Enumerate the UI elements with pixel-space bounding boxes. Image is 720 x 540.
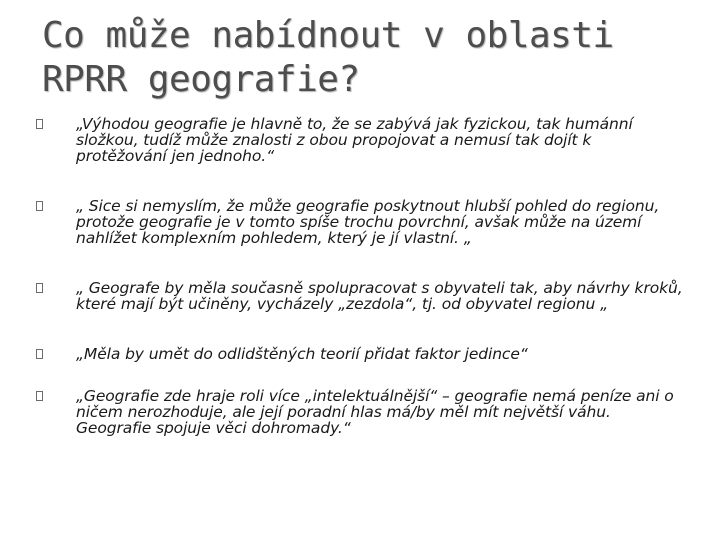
bullet-text: „Měla by umět do odlidštěných teorií přidat faktor jedince“ bbox=[76, 345, 528, 363]
bullet-item bbox=[36, 388, 686, 436]
bullet-text: „Geografie zde hraje roli více „intelektuálnější“ – geografie nemá peníze ani o ničem nerozhoduje, ale její poradní hlas má/by měl mít největší váhu. Geografie spojuje věci dohromady.“ bbox=[76, 387, 674, 437]
bullet-item bbox=[36, 346, 686, 362]
bullet-text: „ Geografe by měla současně spolupracovat s obyvateli tak, aby návrhy kroků, které mají být učiněny, vycházely „zezdola“, tj. od obyvatel regionu „ bbox=[76, 279, 683, 313]
bullet-list bbox=[36, 116, 686, 470]
square-bullet-icon bbox=[36, 283, 43, 293]
square-bullet-icon bbox=[36, 119, 43, 129]
bullet-item bbox=[36, 280, 686, 312]
square-bullet-icon bbox=[36, 201, 43, 211]
bullet-item bbox=[36, 116, 686, 164]
square-bullet-icon bbox=[36, 391, 43, 401]
square-bullet-icon bbox=[36, 349, 43, 359]
bullet-text: „Výhodou geografie je hlavně to, že se zabývá jak fyzickou, tak humánní složkou, tudíž může znalosti z obou propojovat a nemusí tak dojít k protěžování jen jednoho.“ bbox=[76, 115, 633, 165]
bullet-item bbox=[36, 198, 686, 246]
bullet-text: „ Sice si nemyslím, že může geografie poskytnout hlubší pohled do regionu, protože geografie je v tomto spíše trochu povrchní, avšak může na území nahlížet komplexním pohledem, který je jí vlastní. „ bbox=[76, 197, 660, 247]
slide-title: Co může nabídnout v oblasti RPRR geografie? bbox=[42, 15, 614, 100]
